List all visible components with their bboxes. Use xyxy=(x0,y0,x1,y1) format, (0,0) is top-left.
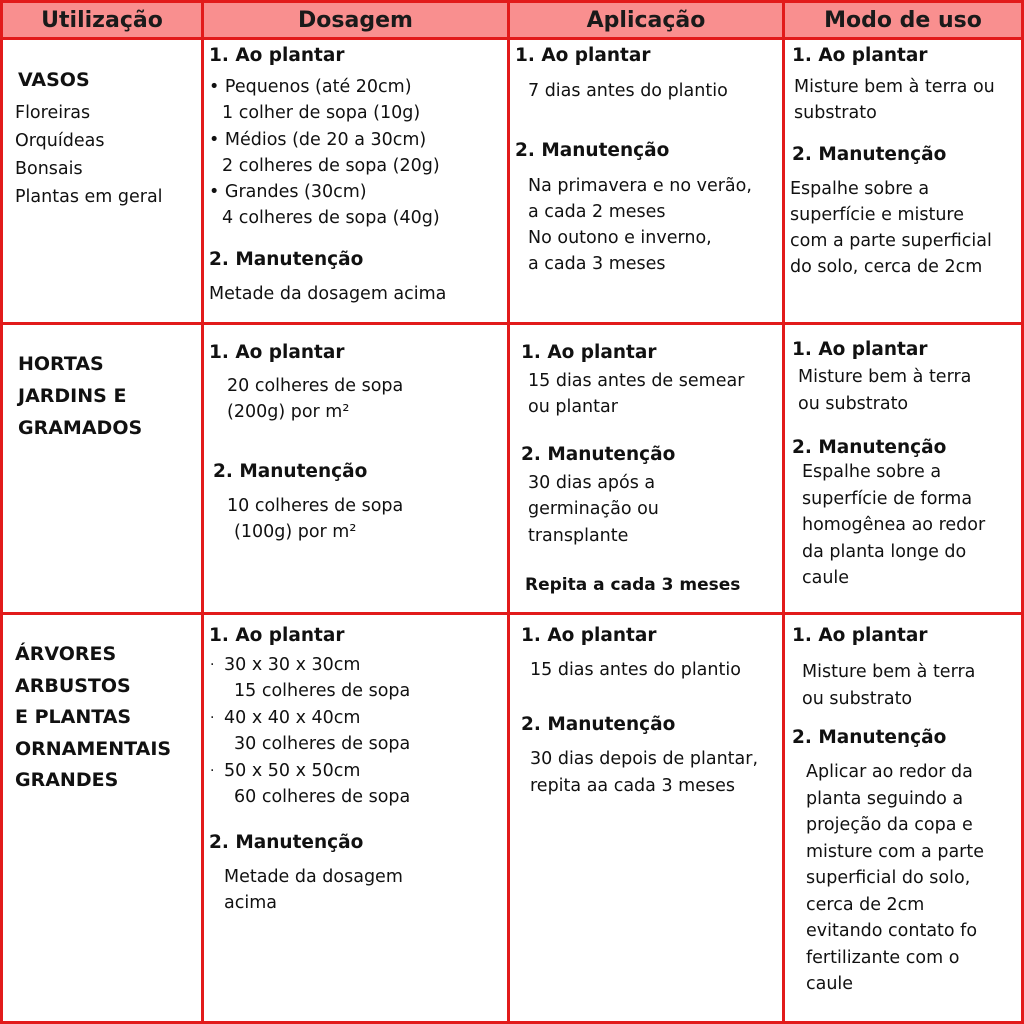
row3-mode-line: fertilizante com o xyxy=(806,948,960,968)
row1-app-line: a cada 3 meses xyxy=(528,254,666,274)
row2-app-line: 30 dias após a xyxy=(528,473,656,493)
row1-mode-line: do solo, cerca de 2cm xyxy=(790,257,983,277)
row2-app-heading-1: 1. Ao plantar xyxy=(521,342,657,363)
row2-app-heading-2: 2. Manutenção xyxy=(521,444,676,465)
row1-mode-line: Espalhe sobre a xyxy=(790,179,930,199)
row1-mode-line: com a parte superficial xyxy=(790,231,992,251)
row1-use-item: Floreiras xyxy=(15,103,91,123)
row2-app-line: transplante xyxy=(528,526,629,546)
row1-use-cell xyxy=(0,40,204,325)
row3-use-cell xyxy=(0,615,204,1024)
row3-dosage-bullet: · xyxy=(210,657,215,673)
row3-mode-line: Misture bem à terra xyxy=(802,662,976,682)
row1-app-line: No outono e inverno, xyxy=(528,228,712,248)
row1-mode-cell xyxy=(785,40,1024,325)
row3-mode-heading-2: 2. Manutenção xyxy=(792,727,947,748)
row3-app-heading-2: 2. Manutenção xyxy=(521,714,676,735)
row3-mode-line: cerca de 2cm xyxy=(806,895,925,915)
row2-mode-heading-1: 1. Ao plantar xyxy=(792,339,928,360)
row3-dosage-line: 40 x 40 x 40cm xyxy=(224,708,361,728)
header-dosagem: Dosagem xyxy=(204,0,510,40)
row1-dosage-line: • Grandes (30cm) xyxy=(209,182,367,202)
row3-app-line: repita aa cada 3 meses xyxy=(530,776,735,796)
row2-mode-line: homogênea ao redor xyxy=(802,515,986,535)
row2-app-line: 15 dias antes de semear xyxy=(528,371,745,391)
row3-mode-line: planta seguindo a xyxy=(806,789,964,809)
row1-mode-line: Misture bem à terra ou xyxy=(794,77,995,97)
row3-app-line: 15 dias antes do plantio xyxy=(530,660,741,680)
row3-application-cell xyxy=(510,615,785,1024)
row3-mode-line: Aplicar ao redor da xyxy=(806,762,973,782)
row2-mode-line: Espalhe sobre a xyxy=(802,462,942,482)
row3-dosage-bullet: · xyxy=(210,763,215,779)
row2-mode-line: da planta longe do xyxy=(802,542,967,562)
row3-dosage-line: 50 x 50 x 50cm xyxy=(224,761,361,781)
row1-application-cell xyxy=(510,40,785,325)
row3-dosage-heading-1: 1. Ao plantar xyxy=(209,625,345,646)
row2-mode-heading-2: 2. Manutenção xyxy=(792,437,947,458)
row3-mode-heading-1: 1. Ao plantar xyxy=(792,625,928,646)
row2-mode-cell xyxy=(785,325,1024,615)
row2-mode-line: superfície de forma xyxy=(802,489,973,509)
row2-use-line: GRAMADOS xyxy=(18,417,143,439)
header-modo-de-uso: Modo de uso xyxy=(785,0,1024,40)
row3-mode-line: ou substrato xyxy=(802,689,913,709)
row1-app-heading-2: 2. Manutenção xyxy=(515,140,670,161)
row1-mode-line: substrato xyxy=(794,103,877,123)
row1-dosage-heading-2: 2. Manutenção xyxy=(209,249,364,270)
row3-mode-line: misture com a parte xyxy=(806,842,984,862)
row2-dosage-line: (100g) por m² xyxy=(234,522,357,542)
row1-use-item: Orquídeas xyxy=(15,131,105,151)
row3-use-line: E PLANTAS xyxy=(15,706,132,728)
row2-dosage-line: 10 colheres de sopa xyxy=(227,496,404,516)
row2-app-note: Repita a cada 3 meses xyxy=(525,575,741,595)
row3-dosage-line: 30 colheres de sopa xyxy=(234,734,411,754)
row1-mode-heading-2: 2. Manutenção xyxy=(792,144,947,165)
row1-dosage-line: • Pequenos (até 20cm) xyxy=(209,77,412,97)
header-aplicacao: Aplicação xyxy=(510,0,785,40)
row3-mode-line: superficial do solo, xyxy=(806,868,971,888)
row2-mode-line: caule xyxy=(802,568,850,588)
row2-app-line: ou plantar xyxy=(528,397,618,417)
row3-dosage-cell xyxy=(204,615,510,1024)
row1-app-line: a cada 2 meses xyxy=(528,202,666,222)
row1-dosage-line: • Médios (de 20 a 30cm) xyxy=(209,130,427,150)
row2-dosage-line: (200g) por m² xyxy=(227,402,350,422)
row3-use-line: ÁRVORES xyxy=(15,643,117,665)
row1-app-line: 7 dias antes do plantio xyxy=(528,81,728,101)
row1-use-item: Plantas em geral xyxy=(15,187,163,207)
row1-dosage-maint: Metade da dosagem acima xyxy=(209,284,447,304)
row1-mode-line: superfície e misture xyxy=(790,205,965,225)
row2-mode-line: Misture bem à terra xyxy=(798,367,972,387)
row2-dosage-heading-2: 2. Manutenção xyxy=(213,461,368,482)
row1-dosage-cell xyxy=(204,40,510,325)
row1-app-heading-1: 1. Ao plantar xyxy=(515,45,651,66)
row2-use-line: HORTAS xyxy=(18,353,104,375)
row1-dosage-heading-1: 1. Ao plantar xyxy=(209,45,345,66)
row3-app-heading-1: 1. Ao plantar xyxy=(521,625,657,646)
row2-use-line: JARDINS E xyxy=(18,385,127,407)
row2-application-cell xyxy=(510,325,785,615)
row1-app-line: Na primavera e no verão, xyxy=(528,176,752,196)
row2-mode-line: ou substrato xyxy=(798,394,909,414)
row3-use-line: ORNAMENTAIS xyxy=(15,738,172,760)
row3-use-line: ARBUSTOS xyxy=(15,675,131,697)
row3-mode-cell xyxy=(785,615,1024,1024)
row1-mode-heading-1: 1. Ao plantar xyxy=(792,45,928,66)
row3-dosage-line: 30 x 30 x 30cm xyxy=(224,655,361,675)
row3-dosage-heading-2: 2. Manutenção xyxy=(209,832,364,853)
row1-use-item: Bonsais xyxy=(15,159,83,179)
row3-use-line: GRANDES xyxy=(15,769,119,791)
row2-dosage-line: 20 colheres de sopa xyxy=(227,376,404,396)
row3-dosage-line: 15 colheres de sopa xyxy=(234,681,411,701)
row2-use-cell xyxy=(0,325,204,615)
row1-dosage-line: 1 colher de sopa (10g) xyxy=(222,103,421,123)
header-utilizacao: Utilização xyxy=(0,0,204,40)
row2-dosage-cell xyxy=(204,325,510,615)
row1-dosage-line: 4 colheres de sopa (40g) xyxy=(222,208,440,228)
row1-dosage-line: 2 colheres de sopa (20g) xyxy=(222,156,440,176)
row3-mode-line: evitando contato fo xyxy=(806,921,978,941)
row3-dosage-line: Metade da dosagem xyxy=(224,867,403,887)
row3-app-line: 30 dias depois de plantar, xyxy=(530,749,759,769)
row3-mode-line: caule xyxy=(806,974,854,994)
row3-dosage-line: 60 colheres de sopa xyxy=(234,787,411,807)
row2-dosage-heading-1: 1. Ao plantar xyxy=(209,342,345,363)
row3-mode-line: projeção da copa e xyxy=(806,815,973,835)
row3-dosage-bullet: · xyxy=(210,710,215,726)
row3-dosage-line: acima xyxy=(224,893,277,913)
row1-use-title: VASOS xyxy=(18,69,90,91)
row2-app-line: germinação ou xyxy=(528,499,659,519)
